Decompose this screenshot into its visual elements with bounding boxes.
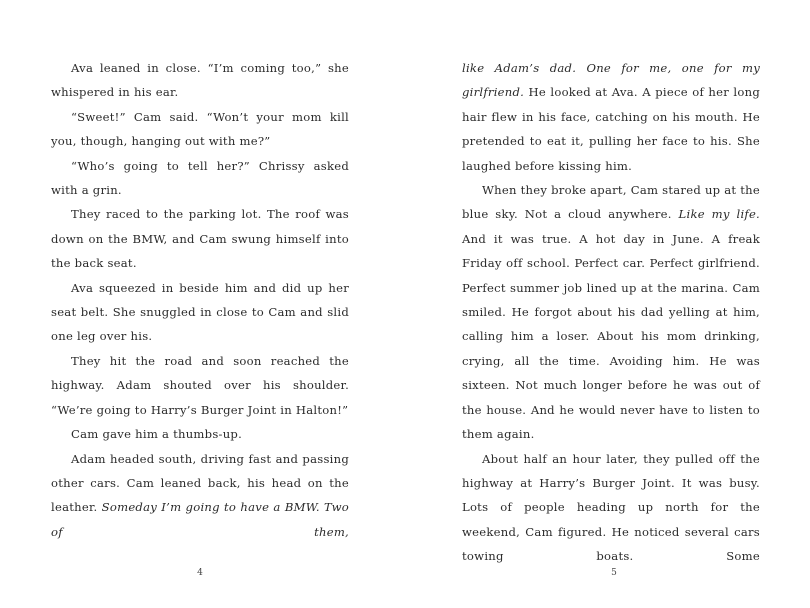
- paragraph: [462, 56, 760, 178]
- paragraph: [462, 178, 760, 446]
- paragraph-text: Ava squeezed in beside him and did up her seat belt. She snuggled in close to Cam and slid one leg over his.: [51, 280, 349, 344]
- italic-thought: Like my life.: [678, 207, 760, 222]
- italic-thought: like Adam’s dad. One for me, one for my girlfriend.: [462, 61, 760, 100]
- paragraph: [51, 56, 349, 105]
- paragraph-text: Cam gave him a thumbs-up.: [71, 427, 243, 442]
- paragraph: [51, 202, 349, 275]
- paragraph: [462, 447, 760, 569]
- paragraph-text: They raced to the parking lot. The roof was down on the BMW, and Cam swung himself into the back seat.: [51, 207, 349, 271]
- paragraph: [51, 447, 349, 545]
- page-number: 4: [197, 568, 203, 578]
- paragraph-text: He looked at Ava. A piece of her long hair flew in his face, catching on his mouth. He pretended to eat it, pulling her face to his. She laughed before kissing him.: [462, 85, 760, 173]
- italic-thought: Someday I’m going to have a BMW. Two of them,: [51, 500, 349, 539]
- paragraph-text: “Who’s going to tell her?” Chrissy asked with a grin.: [51, 158, 349, 198]
- paragraph-text: They hit the road and soon reached the highway. Adam shouted over his shoulder. “We’re going to Harry’s Burger Joint in Halton!”: [51, 353, 349, 417]
- paragraph: [51, 276, 349, 349]
- paragraph-text: Ava leaned in close. “I’m coming too,” she whispered in his ear.: [51, 61, 349, 100]
- page-number: 5: [611, 568, 617, 578]
- paragraph-text: “Sweet!” Cam said. “Won’t your mom kill you, though, hanging out with me?”: [51, 109, 349, 149]
- left-page-text: [51, 56, 349, 544]
- paragraph-text: And it was true. A hot day in June. A freak Friday off school. Perfect car. Perfect girlfriend. Perfect summer job lined up at the marina. Cam smiled. He forgot about his dad yelling at him, calling him a loser. About his mom drinking, crying, all the time. Avoiding him. He was sixteen. Not much longer before he was out of the house. And he would never have to listen to them again.: [462, 231, 760, 442]
- paragraph: [51, 349, 349, 422]
- paragraph: [51, 105, 349, 154]
- paragraph-text: When they broke apart, Cam stared up at the blue sky. Not a cloud anywhere.: [462, 183, 761, 222]
- right-page-text: [462, 56, 760, 569]
- right-page: [405, 0, 810, 608]
- paragraph-text: Adam headed south, driving fast and passing other cars. Cam leaned back, his head on the leather.: [51, 451, 349, 515]
- paragraph: [51, 154, 349, 203]
- paragraph: [51, 422, 349, 446]
- paragraph-text: About half an hour later, they pulled off the highway at Harry’s Burger Joint. It was busy. Lots of people heading up north for the weekend, Cam figured. He noticed several cars towing boats. Some: [462, 451, 760, 564]
